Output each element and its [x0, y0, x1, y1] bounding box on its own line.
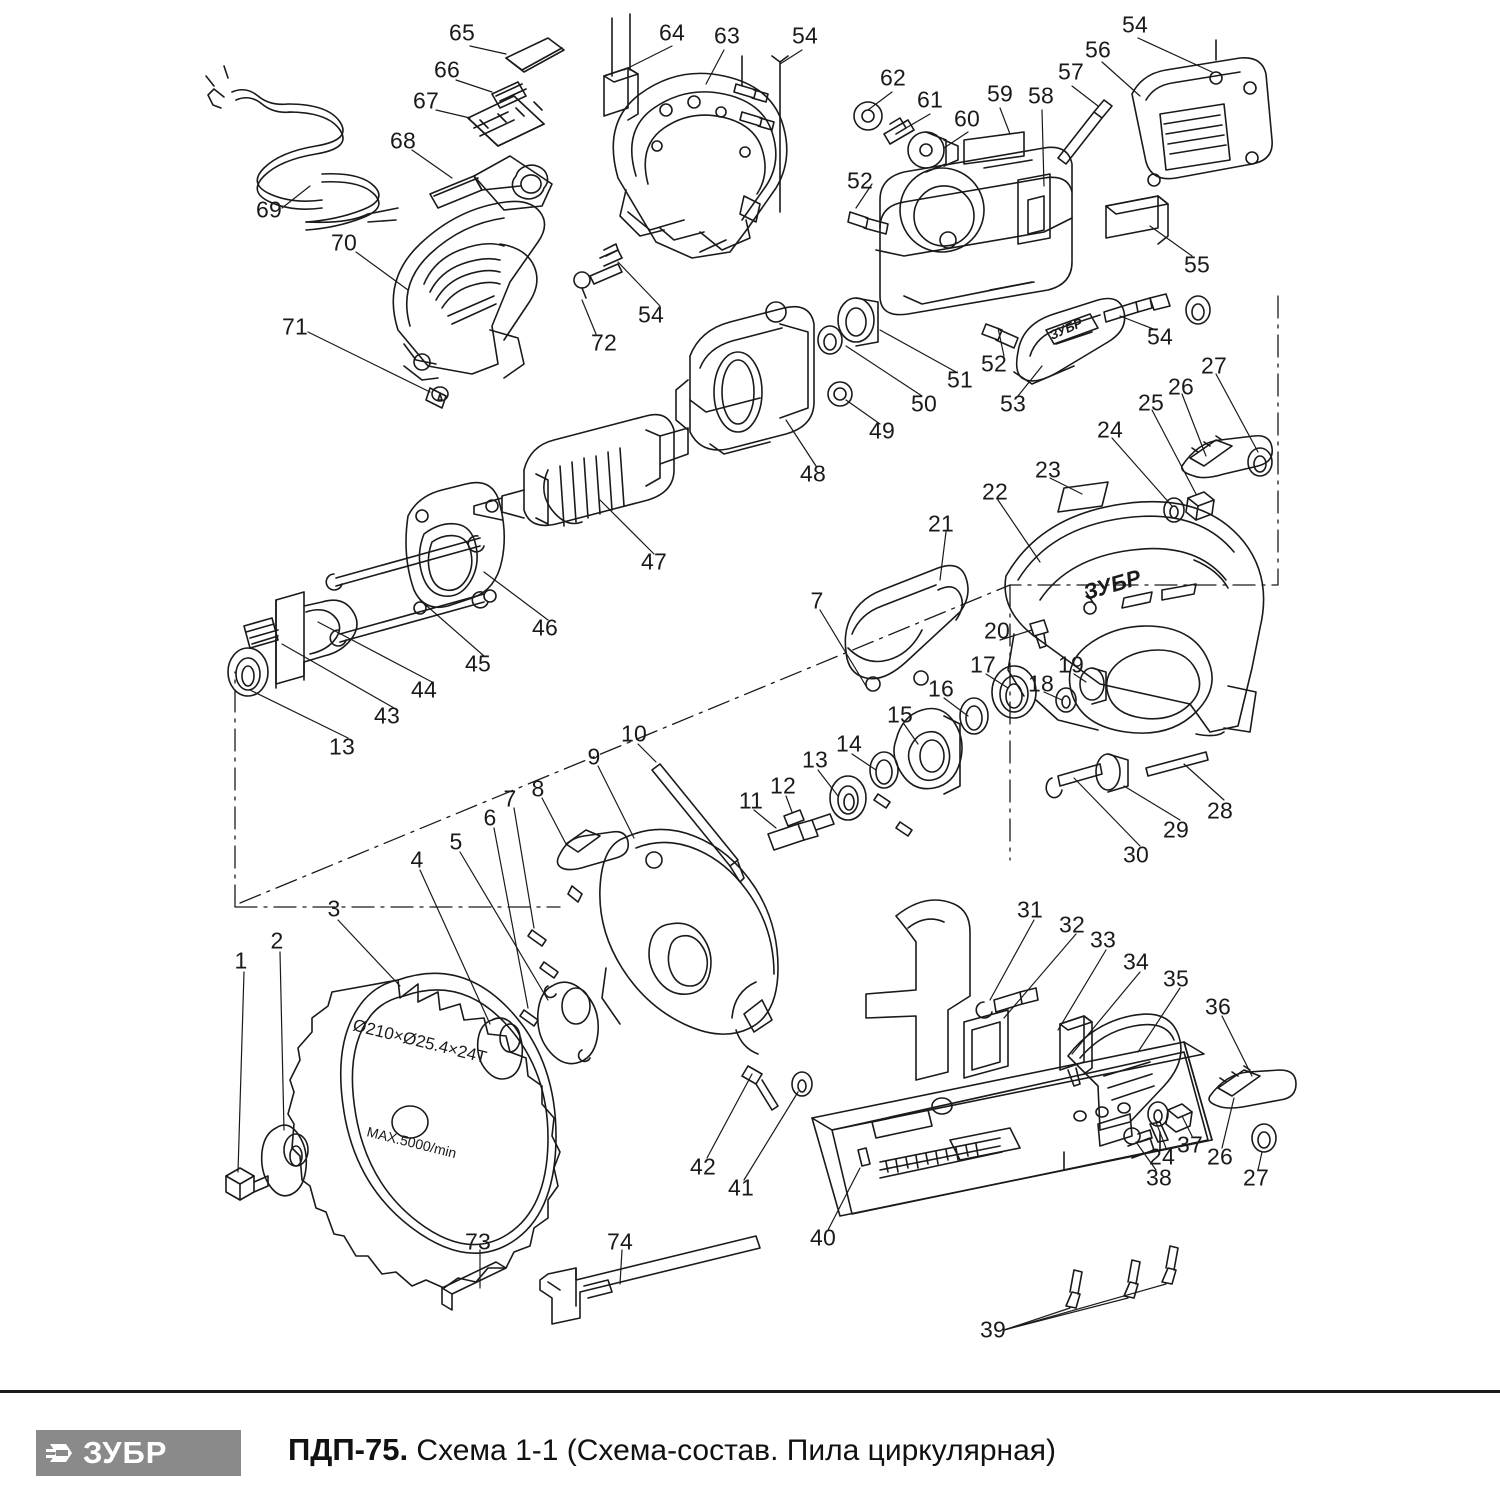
part-58-motor-housing — [876, 147, 1072, 314]
part-38-pin — [1124, 1128, 1152, 1144]
callout-number: 54 — [1122, 11, 1148, 38]
callout-number: 71 — [282, 313, 308, 340]
part-54-screws-top — [734, 56, 788, 212]
rear-cap-brand-text: ЗУБР — [1047, 314, 1085, 343]
part-13-bearing-left — [228, 648, 268, 696]
callout-number: 8 — [531, 775, 545, 802]
callout-number: 56 — [1085, 36, 1111, 63]
callout-number: 49 — [869, 417, 895, 444]
callout-number: 20 — [984, 617, 1010, 644]
callout-number: 27 — [1201, 352, 1227, 379]
blade-markings — [351, 1015, 489, 1161]
part-33-plate — [964, 1010, 1008, 1078]
part-73-hex-key — [442, 1262, 506, 1310]
product-model: ПДП-75. — [288, 1432, 409, 1467]
callout-number: 18 — [1028, 670, 1054, 697]
callout-number: 57 — [1058, 58, 1084, 85]
page-footer — [0, 1390, 1500, 1500]
callout-number: 48 — [800, 460, 826, 487]
callout-number: 26 — [1168, 373, 1194, 400]
callout-number: 63 — [714, 22, 740, 49]
part-26-lever-lower — [1209, 1066, 1296, 1108]
part-56-rear-cover — [1132, 40, 1272, 186]
part-24-washer-top — [1164, 498, 1184, 522]
callout-number: 45 — [465, 650, 491, 677]
part-60-gear — [908, 132, 958, 172]
callout-number: 58 — [1028, 82, 1054, 109]
callout-number: 72 — [591, 329, 617, 356]
guard-brand-text: ЗУБР — [1080, 564, 1144, 605]
group-frame-upper-right — [1010, 296, 1278, 585]
callout-number: 52 — [981, 350, 1007, 377]
part-small-screws-near-15 — [874, 794, 912, 836]
callout-number: 39 — [980, 1316, 1006, 1343]
callout-number: 11 — [738, 787, 764, 814]
part-74-guide-rail — [540, 1236, 760, 1324]
part-59-label — [964, 132, 1024, 164]
guard-brand-mark — [1047, 315, 1144, 605]
callout-number: 38 — [1146, 1164, 1172, 1191]
part-29-bushing — [1096, 754, 1128, 792]
part-13-bearing-mid — [830, 776, 866, 820]
callout-number: 6 — [483, 804, 497, 831]
blade-maxspeed-text: MAX.5000/min — [365, 1123, 459, 1162]
part-61-spindle — [884, 118, 914, 144]
part-27-knob-lower — [1252, 1124, 1276, 1152]
part-1-bolt — [226, 1168, 268, 1200]
callout-number: 25 — [1138, 389, 1164, 416]
footer-divider — [0, 1390, 1500, 1393]
part-65-brush-cap — [506, 38, 564, 72]
caption-description: Схема 1-1 (Схема-состав. Пила циркулярная) — [416, 1434, 1056, 1467]
callout-number: 22 — [982, 478, 1008, 505]
callout-number: 61 — [917, 86, 943, 113]
callout-number: 64 — [659, 19, 685, 46]
callout-number: 24 — [1149, 1143, 1175, 1170]
part-71-screw — [432, 387, 448, 401]
part-54-screw-mid — [1104, 294, 1210, 324]
callout-number: 54 — [1147, 323, 1173, 350]
callout-number: 50 — [911, 390, 937, 417]
callout-number: 4 — [410, 846, 424, 873]
brand-name: ЗУБР — [83, 1435, 168, 1470]
callout-number: 23 — [1035, 456, 1061, 483]
part-22-upper-guard — [1005, 502, 1264, 736]
callout-number: 5 — [449, 828, 463, 855]
part-10-rod — [652, 764, 744, 882]
callout-number: 10 — [621, 720, 647, 747]
callout-number: 59 — [987, 80, 1013, 107]
part-27-knob-top — [1248, 448, 1272, 476]
callout-number: 68 — [390, 127, 416, 154]
part-72-pins — [574, 244, 622, 298]
part-62-bearing — [854, 102, 882, 130]
part-6-screw — [520, 1010, 538, 1026]
callout-number: 30 — [1123, 841, 1149, 868]
callout-number: 52 — [847, 167, 873, 194]
callout-number: 7 — [810, 587, 824, 614]
callout-number: 55 — [1184, 251, 1210, 278]
callout-number: 14 — [836, 730, 862, 757]
callout-number: 67 — [413, 87, 439, 114]
callout-number: 43 — [374, 702, 400, 729]
callout-number: 70 — [331, 229, 357, 256]
callout-number: 34 — [1123, 948, 1149, 975]
part-11-spindle — [768, 814, 834, 850]
callout-number: 27 — [1243, 1164, 1269, 1191]
callout-number: 26 — [1207, 1143, 1233, 1170]
callout-number: 35 — [1163, 965, 1189, 992]
callout-number: 2 — [270, 927, 284, 954]
blade-spec-text: Ø210×Ø25.4×24T — [351, 1015, 489, 1068]
part-20-pin — [1030, 620, 1048, 648]
callout-number: 60 — [954, 105, 980, 132]
callout-number: 62 — [880, 64, 906, 91]
part-69-power-cord — [206, 66, 398, 230]
part-47-armature — [474, 415, 688, 526]
callout-number: 16 — [928, 675, 954, 702]
part-50-washer — [818, 326, 842, 354]
part-67-brush-holder — [468, 96, 544, 146]
part-14-washer — [870, 752, 898, 788]
callout-number: 15 — [887, 701, 913, 728]
callout-number: 51 — [947, 366, 973, 393]
part-70-handle-shell — [393, 201, 544, 408]
callout-number: 17 — [970, 651, 996, 678]
callout-number: 69 — [256, 196, 282, 223]
part-31-bracket — [866, 900, 970, 1080]
callout-number: 37 — [1177, 1131, 1203, 1158]
callout-number: 32 — [1059, 911, 1085, 938]
callout-number: 53 — [1000, 390, 1026, 417]
part-18-washer — [1056, 688, 1076, 712]
part-9-lower-guard — [600, 829, 778, 1054]
part-41-nut — [792, 1072, 812, 1096]
part-7-screws — [528, 930, 558, 978]
part-42-screw — [742, 1066, 778, 1110]
callout-number: 3 — [327, 895, 341, 922]
callout-number: 41 — [728, 1174, 754, 1201]
callout-number: 73 — [465, 1228, 491, 1255]
callout-number: 12 — [770, 772, 796, 799]
part-39-screws — [1066, 1246, 1178, 1308]
callout-number: 1 — [234, 947, 248, 974]
part-55-capacitor — [1106, 196, 1168, 244]
callout-number: 54 — [792, 22, 818, 49]
callout-number: 36 — [1205, 993, 1231, 1020]
brand-logo — [36, 1430, 241, 1476]
part-3-saw-blade — [288, 973, 560, 1288]
callout-number: 7 — [503, 785, 517, 812]
callout-number: 54 — [638, 301, 664, 328]
arrow-icon — [46, 1439, 76, 1467]
callout-number: 19 — [1058, 651, 1084, 678]
callout-number: 13 — [329, 733, 355, 760]
callout-number: 47 — [641, 548, 667, 575]
diagram-caption — [288, 1432, 1056, 1468]
part-57-long-screw — [1058, 100, 1112, 164]
callout-number: 33 — [1090, 926, 1116, 953]
part-43-spring — [244, 618, 278, 648]
part-28-rod — [1146, 752, 1208, 776]
callout-number: 40 — [810, 1224, 836, 1251]
part-68-brush — [430, 156, 552, 210]
callout-number: 65 — [449, 19, 475, 46]
callout-number: 28 — [1207, 797, 1233, 824]
part-30-bolt — [1046, 764, 1102, 798]
callout-number: 46 — [532, 614, 558, 641]
part-51-bearing — [838, 298, 878, 346]
part-16-washer — [960, 698, 988, 734]
callout-number: 44 — [411, 676, 437, 703]
part-5-flange — [538, 982, 598, 1063]
callout-number: 66 — [434, 56, 460, 83]
callout-number: 21 — [928, 510, 954, 537]
callout-number: 13 — [802, 746, 828, 773]
part-64-carbon-brush — [604, 14, 638, 120]
callout-number: 42 — [690, 1153, 716, 1180]
callout-number: 74 — [607, 1228, 633, 1255]
callout-number: 29 — [1163, 816, 1189, 843]
callout-number: 9 — [587, 743, 601, 770]
callout-number: 31 — [1017, 896, 1043, 923]
callout-number: 24 — [1097, 416, 1123, 443]
